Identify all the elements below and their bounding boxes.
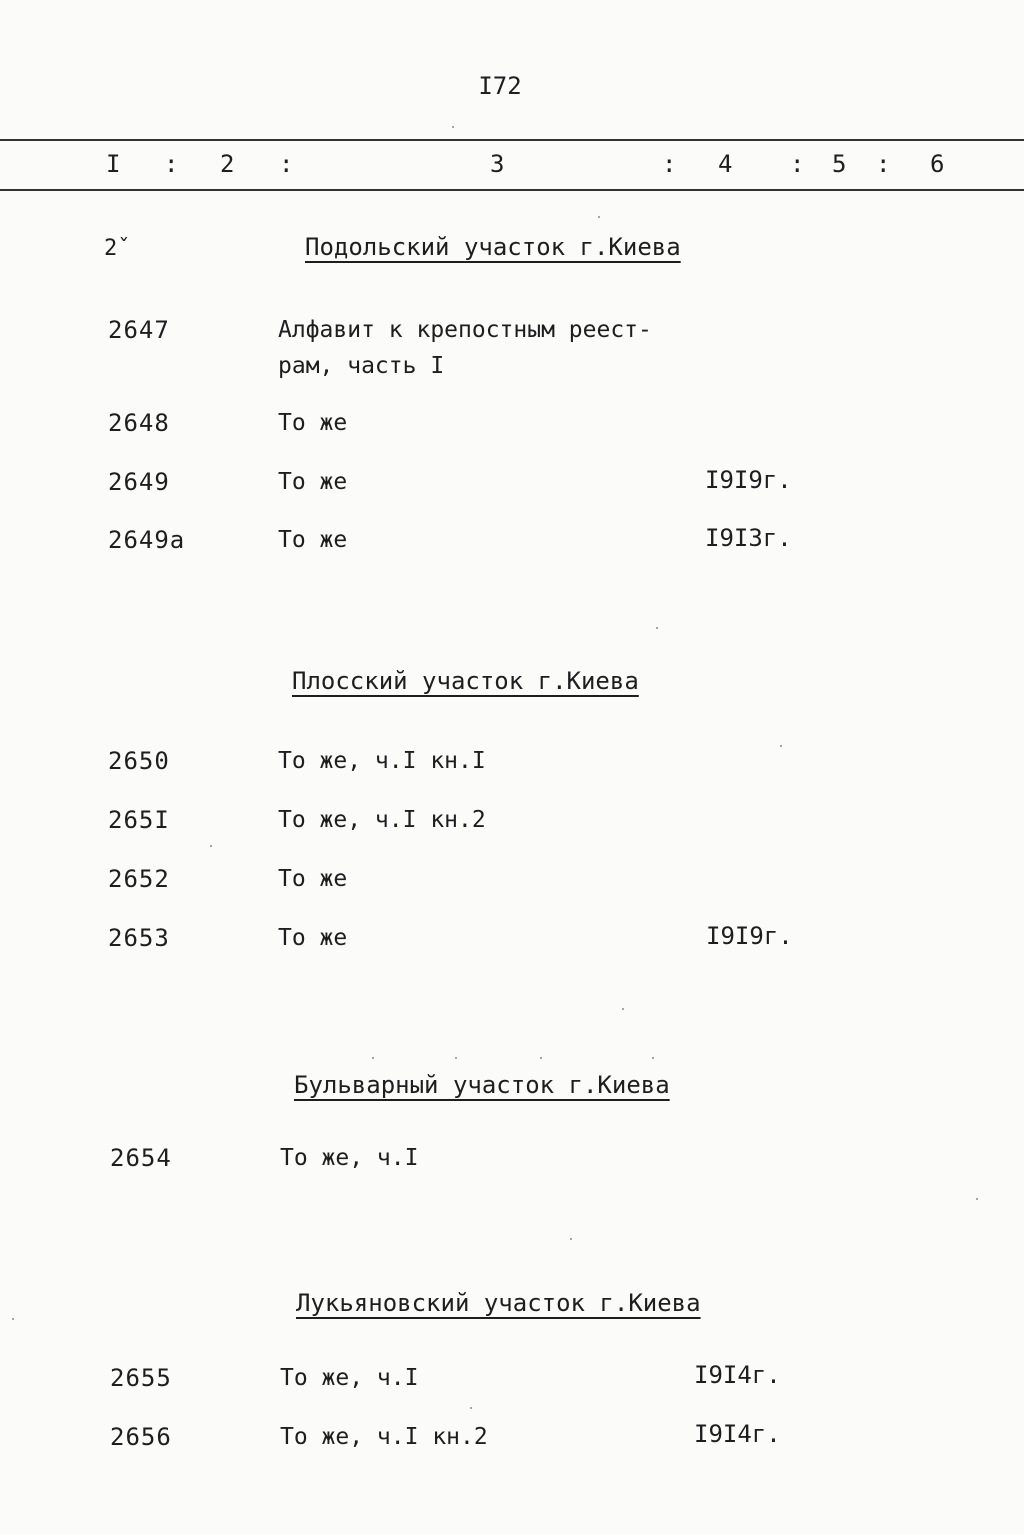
column-header-1: I <box>106 150 121 178</box>
section-heading: Бульварный участок г.Киева <box>294 1071 670 1099</box>
row-description-line: То же, ч.I кн.2 <box>280 1424 488 1450</box>
row-number: 2649а <box>108 526 186 554</box>
row-number: 2652 <box>108 865 170 893</box>
page-number: I72 <box>478 72 522 100</box>
column-separator: : <box>876 150 891 178</box>
row-description-line: То же, ч.I кн.I <box>278 748 486 774</box>
row-year: I9I4г. <box>694 1361 781 1389</box>
scan-speck <box>372 1057 374 1059</box>
scan-speck <box>210 845 212 847</box>
column-header-3: 3 <box>490 150 505 178</box>
scan-speck <box>656 627 658 629</box>
row-number: 2654 <box>110 1144 172 1172</box>
column-header-2: 2 <box>220 150 235 178</box>
row-year: I9I4г. <box>694 1420 781 1448</box>
row-number: 2649 <box>108 468 170 496</box>
scan-speck <box>470 1407 472 1409</box>
scan-speck <box>652 1057 654 1059</box>
section-heading: Лукьяновский участок г.Киева <box>296 1289 701 1317</box>
table-header-top-rule <box>0 139 1024 141</box>
row-description-line: То же, ч.I <box>280 1365 419 1391</box>
scan-speck <box>598 216 600 218</box>
column-header-4: 4 <box>718 150 733 178</box>
scan-speck <box>12 1318 14 1320</box>
row-description-line: То же <box>278 410 348 436</box>
column-header-5: 5 <box>832 150 847 178</box>
table-header-bottom-rule <box>0 189 1024 191</box>
row-description-line: То же, ч.I <box>280 1145 419 1171</box>
section-heading: Плосский участок г.Киева <box>292 667 639 695</box>
column-separator: : <box>279 150 294 178</box>
scan-speck <box>455 1057 457 1059</box>
column-header-6: 6 <box>930 150 945 178</box>
scan-speck <box>540 1057 542 1059</box>
row-description-line: То же, ч.I кн.2 <box>278 807 486 833</box>
row-description-line: То же <box>278 469 348 495</box>
row-description-line: То же <box>278 866 348 892</box>
row-year: I9I3г. <box>705 524 792 552</box>
row-number: 2653 <box>108 924 170 952</box>
row-description-line: То же <box>278 925 348 951</box>
column-separator: : <box>164 150 179 178</box>
row-description-line: Алфавит к крепостным реест- <box>278 317 652 343</box>
scan-speck <box>780 745 782 747</box>
handwritten-mark: 2̌ <box>104 236 118 261</box>
row-number: 265I <box>108 806 170 834</box>
row-number: 2655 <box>110 1364 172 1392</box>
row-description-line: рам, часть I <box>278 353 445 379</box>
row-number: 2650 <box>108 747 170 775</box>
row-description-line: То же <box>278 527 348 553</box>
row-number: 2647 <box>108 316 170 344</box>
row-year: I9I9г. <box>706 922 793 950</box>
row-number: 2656 <box>110 1423 172 1451</box>
scan-speck <box>570 1238 572 1240</box>
scan-speck <box>976 1198 978 1200</box>
column-separator: : <box>790 150 805 178</box>
section-heading: Подольский участок г.Киева <box>305 233 681 261</box>
scan-speck <box>452 126 454 128</box>
row-year: I9I9г. <box>705 466 792 494</box>
column-separator: : <box>662 150 677 178</box>
scan-speck <box>622 1008 624 1010</box>
row-number: 2648 <box>108 409 170 437</box>
